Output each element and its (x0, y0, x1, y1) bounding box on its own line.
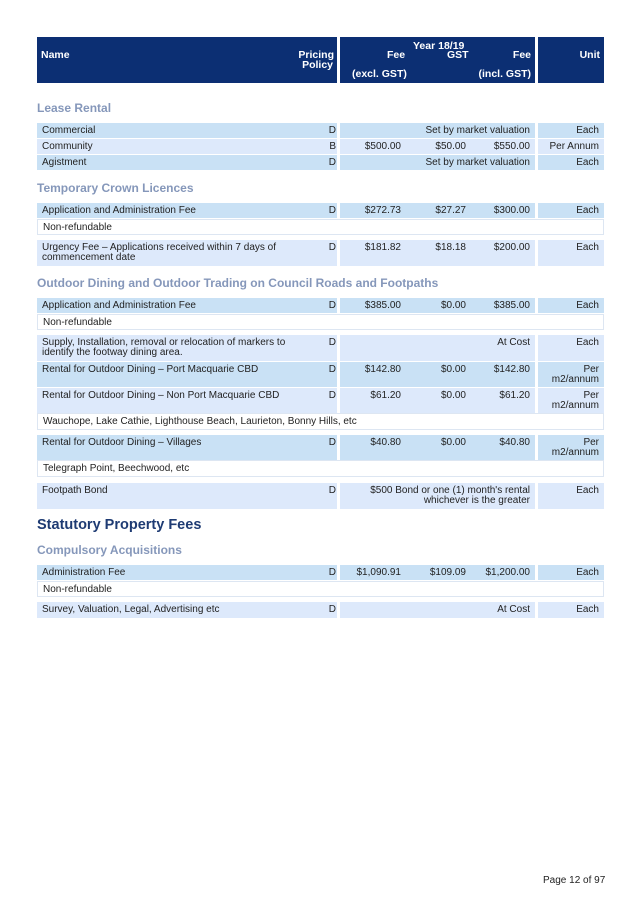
row-policy: D (328, 337, 336, 348)
header-fee-col (340, 37, 535, 83)
fee-gst: $0.00 (440, 364, 466, 375)
header-name: Name (41, 49, 70, 61)
fee-gst: $0.00 (440, 300, 466, 311)
row-policy: D (328, 205, 336, 216)
row-unit-line2: m2/annum (551, 447, 599, 458)
header-pricing: Pricing (298, 49, 334, 61)
row-fee-block (340, 483, 535, 509)
section-compulsory: Compulsory Acquisitions (37, 543, 182, 557)
row-fee-block (340, 123, 535, 138)
row-fee-block (340, 362, 535, 387)
row-fee-text: At Cost (497, 604, 530, 615)
row-name (37, 240, 337, 266)
fee-gst: $109.09 (429, 567, 466, 578)
row-name: Footpath Bond (37, 483, 337, 509)
header-excl: (excl. GST) (352, 68, 407, 80)
row-note: Non-refundable (37, 219, 604, 235)
row-policy: D (328, 125, 336, 136)
row-policy: D (328, 437, 336, 448)
row-policy: D (328, 485, 336, 496)
fee-incl: $1,200.00 (485, 567, 530, 578)
row-unit (538, 362, 604, 387)
header-fee: Fee (387, 49, 406, 61)
row-name: Rental for Outdoor Dining – Port Macquarie CBD (37, 362, 337, 387)
row-name: Rental for Outdoor Dining – Villages (37, 435, 337, 460)
row-note: Wauchope, Lake Cathie, Lighthouse Beach, Laurieton, Bonny Hills, etc (37, 413, 604, 430)
row-unit: Per Annum (538, 139, 604, 154)
row-unit: Each (538, 565, 604, 580)
row-fee-line1: $500 Bond or one (1) month's rental (370, 485, 530, 496)
row-unit-line2: m2/annum (551, 400, 599, 411)
fee-excl: $142.80 (364, 364, 401, 375)
row-unit-line1: Per (583, 390, 599, 401)
row-name: Application and Administration Fee (37, 203, 337, 218)
row-unit: Each (538, 240, 604, 266)
section-lease: Lease Rental (37, 101, 112, 115)
header-name-col (37, 37, 337, 83)
fee-incl: $40.80 (499, 437, 530, 448)
fee-incl: $61.20 (499, 390, 530, 401)
fee-gst: $0.00 (440, 437, 466, 448)
header-gst: GST (447, 49, 469, 61)
row-note: Telegraph Point, Beechwood, etc (37, 460, 604, 477)
row-fee-block (340, 240, 535, 266)
row-fee-text: Set by market valuation (425, 125, 530, 136)
row-name-line2: commencement date (42, 252, 136, 263)
row-fee-block (340, 139, 535, 154)
row-unit: Each (538, 602, 604, 618)
fee-incl: $385.00 (493, 300, 530, 311)
fee-gst: $0.00 (440, 390, 466, 401)
row-policy: D (328, 300, 336, 311)
row-unit (538, 435, 604, 460)
row-policy: D (328, 157, 336, 168)
row-policy: D (328, 567, 336, 578)
row-fee-block (340, 203, 535, 218)
row-unit: Each (538, 123, 604, 138)
row-note: Non-refundable (37, 581, 604, 597)
row-unit: Each (538, 335, 604, 361)
fee-incl: $300.00 (493, 205, 530, 216)
row-name: Agistment (37, 155, 337, 170)
row-fee-text: At Cost (497, 337, 530, 348)
row-name: Community (37, 139, 337, 154)
row-name (37, 335, 337, 361)
section-crown: Temporary Crown Licences (37, 181, 194, 195)
row-name-line1: Urgency Fee – Applications received within 7 days of (42, 242, 277, 253)
row-fee-block (340, 388, 535, 413)
row-policy: D (328, 364, 336, 375)
header-policy: Policy (302, 59, 333, 71)
row-policy: D (328, 390, 336, 401)
header-fee2: Fee (512, 49, 531, 61)
fee-excl: $181.82 (364, 242, 401, 253)
row-unit: Each (538, 155, 604, 170)
row-name-line2: identify the footway dining area. (42, 347, 183, 358)
row-name: Application and Administration Fee (37, 298, 337, 313)
fee-gst: $18.18 (435, 242, 466, 253)
row-policy: D (328, 242, 336, 253)
row-policy: D (328, 604, 336, 615)
fee-incl: $550.00 (493, 141, 530, 152)
row-unit-line2: m2/annum (551, 374, 599, 385)
row-fee-block (340, 565, 535, 580)
row-note: Non-refundable (37, 314, 604, 330)
fee-excl: $40.80 (370, 437, 401, 448)
row-fee-block (340, 602, 535, 618)
header-incl: (incl. GST) (478, 68, 531, 80)
row-fee-block (340, 298, 535, 313)
fee-excl: $385.00 (364, 300, 401, 311)
fee-gst: $50.00 (435, 141, 466, 152)
row-unit: Each (538, 298, 604, 313)
header-unit-col (538, 37, 604, 83)
fee-excl: $272.73 (364, 205, 401, 216)
fee-excl: $61.20 (370, 390, 401, 401)
row-unit: Each (538, 203, 604, 218)
row-fee-line2: whichever is the greater (423, 495, 530, 506)
row-unit (538, 388, 604, 413)
row-name: Rental for Outdoor Dining – Non Port Macquarie CBD (37, 388, 337, 413)
fee-incl: $142.80 (493, 364, 530, 375)
section-statutory: Statutory Property Fees (37, 517, 202, 533)
row-fee-block (340, 155, 535, 170)
row-name-line1: Supply, Installation, removal or relocation of markers to (42, 337, 286, 348)
row-unit-line1: Per (583, 437, 599, 448)
row-fee-block (340, 435, 535, 460)
row-fee-text: Set by market valuation (425, 157, 530, 168)
row-fee-block (340, 335, 535, 361)
fee-gst: $27.27 (435, 205, 466, 216)
section-outdoor: Outdoor Dining and Outdoor Trading on Council Roads and Footpaths (37, 276, 439, 290)
row-name: Administration Fee (37, 565, 337, 580)
fee-incl: $200.00 (493, 242, 530, 253)
row-name: Commercial (37, 123, 337, 138)
page-number: Page 12 of 97 (543, 875, 606, 886)
fee-excl: $500.00 (364, 141, 401, 152)
fee-excl: $1,090.91 (356, 567, 401, 578)
row-policy: B (329, 141, 336, 152)
header-year: Year 18/19 (413, 40, 465, 52)
row-unit: Each (538, 483, 604, 509)
row-unit-line1: Per (583, 364, 599, 375)
header-unit: Unit (579, 49, 600, 61)
row-name: Survey, Valuation, Legal, Advertising etc (37, 602, 337, 618)
